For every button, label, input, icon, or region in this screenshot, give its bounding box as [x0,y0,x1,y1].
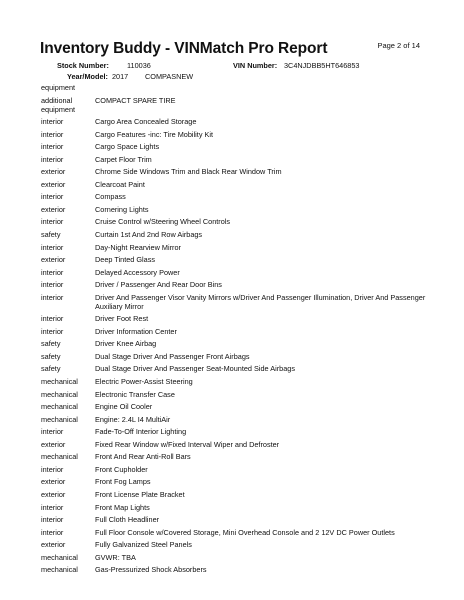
item-category: interior [41,192,64,202]
list-item [41,314,426,323]
item-category: interior [41,129,64,139]
list-item [41,377,426,386]
item-category: exterior [41,477,66,487]
item-category: exterior [41,255,66,265]
item-category: interior [41,267,64,277]
item-category: safety [41,339,61,349]
item-category: exterior [41,204,66,214]
item-category: mechanical [41,565,78,575]
item-category: additional equipment [41,95,76,114]
item-category: exterior [41,489,66,499]
item-category: safety [41,364,61,374]
list-item [41,327,426,336]
item-category: mechanical [41,389,78,399]
equipment-list [41,83,426,578]
list-item [41,217,426,226]
list-item [41,280,426,289]
item-description: Cruise Control w/Steering Wheel Controls [95,217,231,227]
item-description: Chrome Side Windows Trim and Black Rear Window Trim [95,167,282,177]
list-item [41,255,426,264]
list-item [41,503,426,512]
item-category: interior [41,154,64,164]
item-description: Driver / Passenger And Rear Door Bins [95,280,222,290]
item-description: Delayed Accessory Power [95,267,180,277]
year-value: 2017 [112,72,129,81]
item-description: Front Cupholder [95,464,148,474]
item-category: exterior [41,167,66,177]
item-description: Cargo Area Concealed Storage [95,117,197,127]
item-description: Curtain 1st And 2nd Row Airbags [95,230,203,240]
list-item [41,540,426,549]
item-category: safety [41,351,61,361]
list-item [41,477,426,486]
item-description: Front Fog Lamps [95,477,151,487]
item-category: interior [41,502,64,512]
report-title: Inventory Buddy - VINMatch Pro Report [40,40,328,57]
item-description: Full Cloth Headliner [95,515,160,525]
item-description: Gas-Pressurized Shock Absorbers [95,565,207,575]
item-category: interior [41,527,64,537]
item-description: Carpet Floor Trim [95,154,152,164]
list-item [41,415,426,424]
item-description: Cornering Lights [95,204,149,214]
item-description: Driver Information Center [95,326,177,336]
list-item [41,452,426,461]
item-description: Engine Oil Cooler [95,402,153,412]
list-item [41,268,426,277]
item-description: Fully Galvanized Steel Panels [95,540,192,550]
item-category: interior [41,464,64,474]
item-description: Day-Night Rearview Mirror [95,242,181,252]
item-category: interior [41,427,64,437]
list-item [41,155,426,164]
item-category: interior [41,117,64,127]
item-description: COMPACT SPARE TIRE [95,95,176,105]
item-category: interior [41,326,64,336]
list-item [41,130,426,139]
list-item [41,490,426,499]
list-item [41,352,426,361]
item-description: Driver Foot Rest [95,314,149,324]
list-item [41,528,426,537]
list-item [41,180,426,189]
item-description: Electric Power-Assist Steering [95,377,193,387]
item-category: interior [41,242,64,252]
list-item [41,553,426,562]
list-item [41,465,426,474]
list-item [41,167,426,176]
vin-number-value: 3C4NJDBB5HT646853 [284,61,360,70]
list-item [41,192,426,201]
item-description: Deep Tinted Glass [95,255,156,265]
list-item [41,243,426,252]
item-category: mechanical [41,377,78,387]
item-description: Full Floor Console w/Covered Storage, Mini Overhead Console and 2 12V DC Power Outlets [95,527,395,537]
list-item [41,293,426,311]
list-item [41,402,426,411]
vin-number-label: VIN Number: [233,61,278,70]
item-category: mechanical [41,552,78,562]
item-description: GVWR: TBA [95,552,136,562]
list-item [41,390,426,399]
list-item [41,515,426,524]
stock-number-value: 110036 [127,61,151,70]
list-item [41,339,426,348]
list-item [41,142,426,151]
item-description: Front Map Lights [95,502,150,512]
year-model-label: Year/Model: [67,72,108,81]
item-category: interior [41,217,64,227]
list-item [41,117,426,126]
list-item [41,83,426,92]
item-description: Cargo Features -inc: Tire Mobility Kit [95,129,214,139]
item-description: Fixed Rear Window w/Fixed Interval Wiper and Defroster [95,439,280,449]
item-description: Clearcoat Paint [95,179,145,189]
list-item [41,565,426,574]
list-item [41,96,426,114]
item-description: Engine: 2.4L I4 MultiAir [95,414,171,424]
item-category: exterior [41,439,66,449]
model-value: COMPASNEW [145,72,194,81]
item-description: Dual Stage Driver And Passenger Front Airbags [95,351,250,361]
item-category: interior [41,280,64,290]
item-description: Fade-To-Off Interior Lighting [95,427,187,437]
item-description: Cargo Space Lights [95,142,160,152]
item-category: exterior [41,179,66,189]
item-category: mechanical [41,414,78,424]
item-category: interior [41,142,64,152]
list-item [41,230,426,239]
item-category: mechanical [41,402,78,412]
item-category: exterior [41,540,66,550]
stock-number-label: Stock Number: [57,61,109,70]
item-description: Electronic Transfer Case [95,389,175,399]
item-description: Dual Stage Driver And Passenger Seat-Mounted Side Airbags [95,364,295,374]
list-item [41,205,426,214]
list-item [41,427,426,436]
item-description: Front License Plate Bracket [95,489,185,499]
item-description: Driver Knee Airbag [95,339,157,349]
item-category: interior [41,515,64,525]
item-category: equipment [41,83,76,92]
item-description: Driver And Passenger Visor Vanity Mirrors w/Driver And Passenger Illumination, Driver And Passenger Auxiliary Mirror [95,292,426,311]
list-item [41,364,426,373]
item-category: mechanical [41,452,78,462]
item-category: safety [41,230,61,240]
item-description: Front And Rear Anti-Roll Bars [95,452,191,462]
list-item [41,440,426,449]
item-category: interior [41,292,64,302]
item-category: interior [41,314,64,324]
page-number: Page 2 of 14 [377,41,420,50]
item-description: Compass [95,192,126,202]
